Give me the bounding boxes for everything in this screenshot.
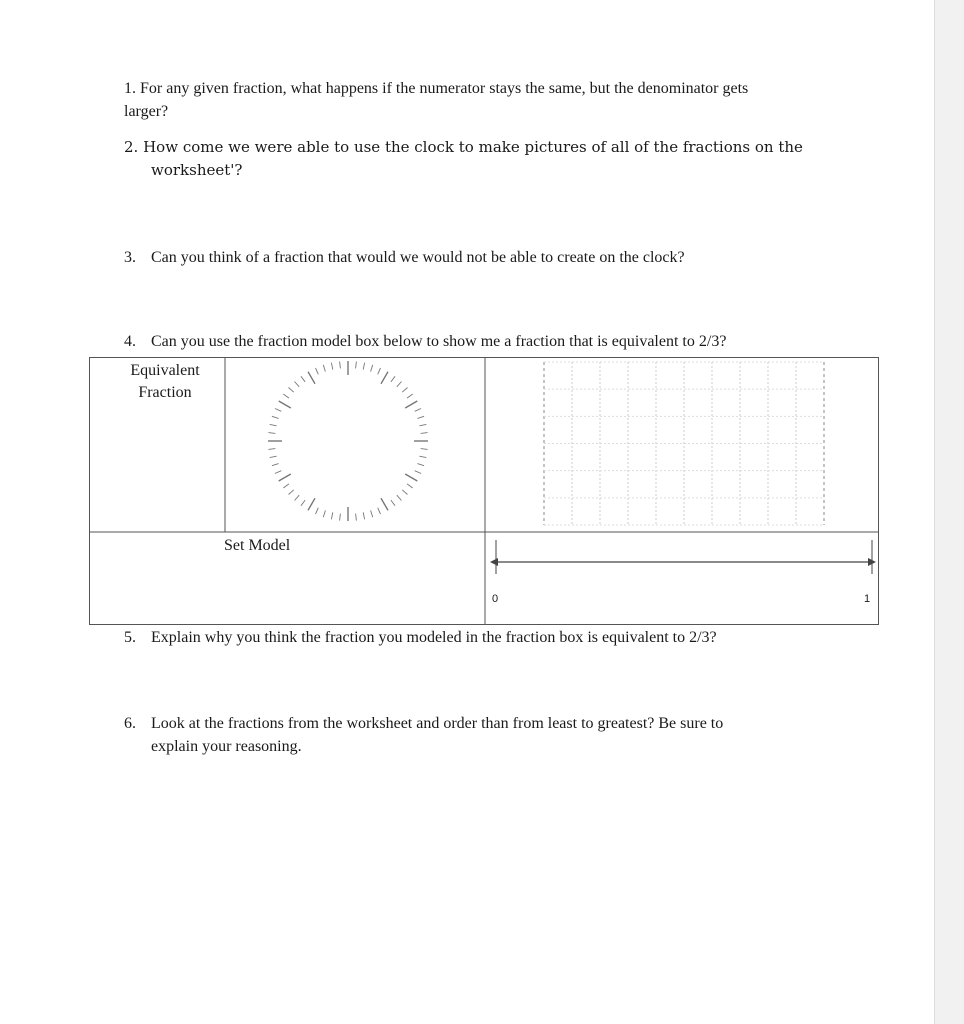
question-4-text: Can you use the fraction model box below to show me a fraction that is equivalent to 2/3? (151, 333, 727, 350)
equivalent-label-line1: Equivalent (130, 362, 200, 379)
clock-tick (308, 372, 315, 384)
question-6-number: 6. (124, 715, 136, 732)
clock-tick (289, 490, 294, 495)
question-5 (124, 626, 717, 649)
clock-tick (391, 500, 395, 506)
area-model-grid-icon (540, 360, 825, 528)
vertical-scrollbar[interactable] (934, 0, 964, 1024)
clock-tick (275, 471, 281, 474)
clock-tick (340, 361, 341, 368)
clock-tick (378, 368, 381, 374)
question-3-number: 3. (124, 249, 136, 266)
set-model-label: Set Model (224, 537, 291, 554)
question-3 (124, 246, 685, 269)
clock-tick (283, 394, 289, 398)
clock-tick (340, 514, 341, 521)
question-2 (124, 136, 803, 182)
clock-tick (407, 394, 413, 398)
clock-tick (397, 382, 402, 387)
clock-tick (421, 433, 428, 434)
clock-tick (381, 372, 388, 384)
clock-tick (316, 368, 319, 374)
clock-tick (378, 508, 381, 514)
question-1-text-line1: For any given fraction, what happens if the numerator stays the same, but the denominator gets (140, 80, 749, 97)
clock-tick (402, 490, 407, 495)
clock-tick (391, 376, 395, 382)
clock-tick (419, 424, 426, 425)
clock-tick (279, 401, 291, 408)
clock-tick (402, 388, 407, 393)
clock-tick (270, 424, 277, 425)
question-4 (124, 330, 726, 353)
clock-tick (356, 361, 357, 368)
question-2-number: 2. (124, 138, 139, 156)
clock-tick (397, 495, 402, 500)
clock-tick (272, 464, 279, 466)
clock-tick (301, 500, 305, 506)
clock-tick (331, 512, 332, 519)
clock-tick (272, 416, 279, 418)
clock-tick (417, 416, 424, 418)
clock-tick (331, 363, 332, 370)
clock-tick (407, 484, 413, 488)
clock-tick (415, 409, 421, 412)
clock-model-icon (262, 357, 434, 525)
clock-tick (301, 376, 305, 382)
clock-tick (270, 456, 277, 457)
question-2-text-line2: worksheet'? (151, 161, 243, 179)
clock-tick (295, 495, 300, 500)
clock-tick (381, 498, 388, 510)
clock-tick (268, 433, 275, 434)
clock-tick (275, 409, 281, 412)
question-6 (124, 712, 723, 758)
number-line-icon (488, 538, 878, 574)
equivalent-label-line2: Fraction (138, 384, 192, 401)
clock-tick (405, 474, 417, 481)
clock-tick (417, 464, 424, 466)
clock-tick (421, 449, 428, 450)
clock-tick (371, 510, 373, 517)
clock-tick (279, 474, 291, 481)
clock-tick (323, 510, 325, 517)
question-1 (124, 77, 748, 123)
clock-tick (419, 456, 426, 457)
clock-tick (363, 363, 364, 370)
question-5-text: Explain why you think the fraction you modeled in the fraction box is equivalent to 2/3? (151, 629, 717, 646)
question-6-text-line2: explain your reasoning. (151, 738, 302, 755)
clock-tick (356, 514, 357, 521)
question-1-text-line2: larger? (124, 103, 169, 120)
clock-tick (363, 512, 364, 519)
clock-tick (295, 382, 300, 387)
question-3-text: Can you think of a fraction that would we would not be able to create on the clock? (151, 249, 685, 266)
clock-tick (289, 388, 294, 393)
clock-tick (405, 401, 417, 408)
clock-tick (283, 484, 289, 488)
question-4-number: 4. (124, 333, 136, 350)
number-line-zero-label: 0 (492, 593, 499, 605)
equivalent-fraction-label (120, 360, 210, 404)
clock-tick (323, 365, 325, 372)
clock-tick (308, 498, 315, 510)
clock-tick (268, 449, 275, 450)
clock-tick (316, 508, 319, 514)
question-1-number: 1. (124, 80, 136, 97)
question-2-text-line1: How come we were able to use the clock to make pictures of all of the fractions on the (143, 138, 803, 156)
clock-tick (371, 365, 373, 372)
number-line-one-label: 1 (864, 593, 871, 605)
question-6-text-line1: Look at the fractions from the worksheet and order than from least to greatest? Be sure to (151, 715, 724, 732)
question-5-number: 5. (124, 629, 136, 646)
number-line-left-arrow (490, 558, 498, 566)
clock-tick (415, 471, 421, 474)
